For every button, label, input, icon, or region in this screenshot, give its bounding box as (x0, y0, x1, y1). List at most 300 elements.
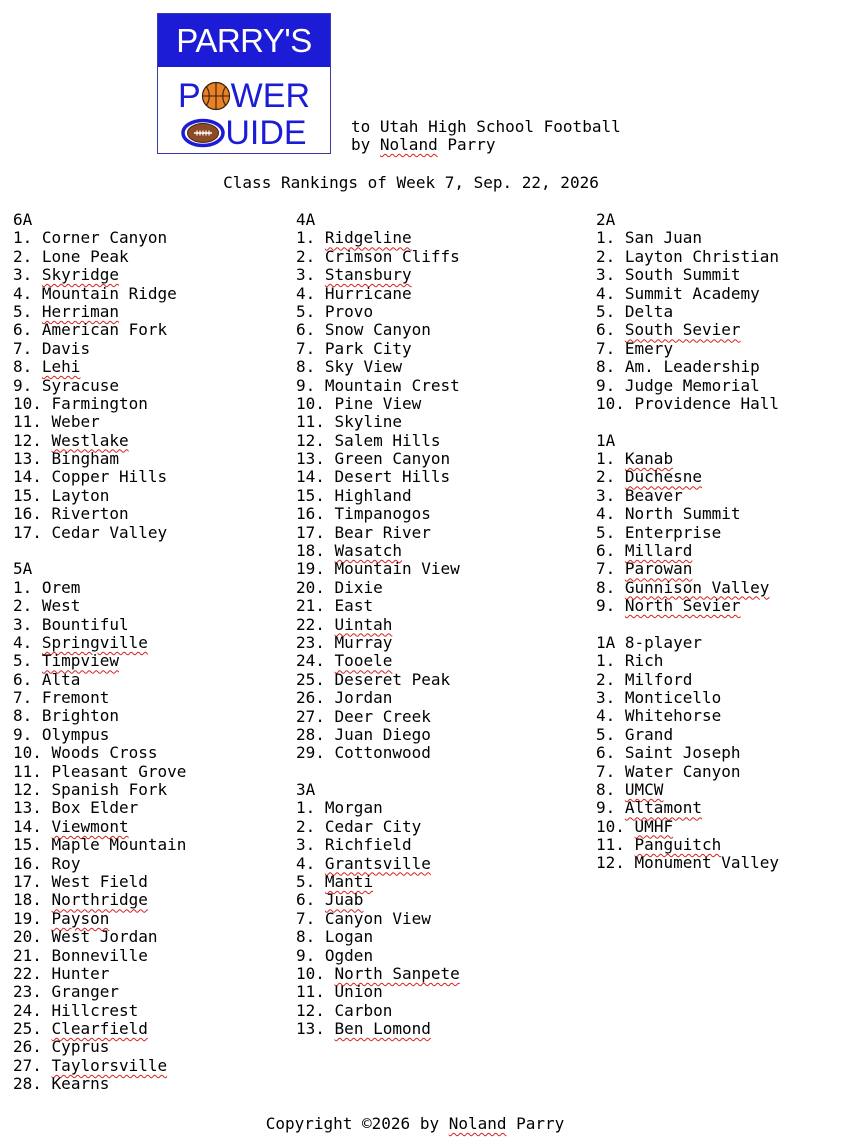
team-name: Dixie (334, 577, 383, 597)
rank-number: 16. (13, 853, 42, 873)
class-group (596, 634, 779, 873)
rank-number: 13. (13, 449, 42, 469)
rank-number: 16. (13, 504, 42, 524)
ranking-row (596, 248, 779, 266)
team-name: Weber (51, 412, 100, 432)
team-name: Grand (624, 724, 674, 744)
ranking-row (296, 873, 460, 891)
team-name: Crimson Cliffs (324, 246, 460, 266)
rank-number: 18. (13, 890, 42, 910)
rank-number: 14. (296, 467, 325, 487)
class-label: 4A (296, 210, 316, 229)
team-name: Maple Mountain (51, 835, 187, 855)
rank-number: 7. (296, 908, 316, 928)
rank-number: 7. (296, 338, 316, 358)
rank-number: 1. (596, 651, 616, 671)
rank-number: 3. (13, 265, 33, 285)
team-name: Mountain Ridge (41, 283, 177, 303)
ranking-row (13, 1002, 186, 1020)
ranking-row (596, 818, 779, 836)
team-name: Millard (624, 540, 693, 560)
team-name: Tooele (334, 651, 393, 671)
rank-number: 1. (596, 228, 616, 248)
class-group (296, 781, 460, 1038)
team-name: Deer Creek (334, 706, 431, 726)
ranking-row (296, 377, 460, 395)
ranking-row (13, 836, 186, 854)
ranking-row (13, 983, 186, 1001)
ranking-row (13, 947, 186, 965)
logo-guide-rest: UIDE (225, 114, 307, 152)
team-name: Ogden (324, 945, 374, 965)
ranking-row (596, 505, 779, 523)
copyright-footer (0, 1115, 830, 1133)
team-name: North Summit (624, 504, 741, 524)
rank-number: 27. (296, 706, 325, 726)
team-name: West Jordan (51, 927, 158, 947)
rank-number: 28. (296, 724, 325, 744)
ranking-row (13, 726, 186, 744)
class-group (13, 560, 186, 1093)
rank-number: 5. (596, 301, 616, 321)
team-name: Bountiful (41, 614, 129, 634)
ranking-row (596, 303, 779, 321)
rank-number: 25. (296, 669, 325, 689)
ranking-row (296, 652, 460, 670)
team-name: Brighton (41, 706, 119, 726)
ranking-row (13, 799, 186, 817)
ranking-row (596, 340, 779, 358)
team-name: Spanish Fork (51, 780, 168, 800)
ranking-row (296, 450, 460, 468)
team-name: Ridgeline (324, 228, 412, 248)
ranking-row (596, 487, 779, 505)
class-label: 1A 8-player (596, 632, 702, 652)
rank-number: 5. (296, 871, 316, 891)
team-name: Rich (624, 651, 664, 671)
rank-number: 4. (596, 504, 616, 524)
team-name: Providence Hall (634, 393, 780, 413)
ranking-row (13, 579, 186, 597)
rankings-column-1 (13, 211, 186, 1112)
ranking-row (13, 377, 186, 395)
ranking-row (296, 560, 460, 578)
rank-number: 3. (296, 835, 316, 855)
copyright-author-last: Parry (506, 1114, 565, 1133)
copyright-prefix: Copyright ©2026 by (265, 1114, 449, 1133)
rank-number: 15. (13, 835, 42, 855)
rank-number: 1. (13, 577, 33, 597)
ranking-row (13, 505, 186, 523)
rank-number: 10. (296, 393, 325, 413)
rank-number: 5. (596, 522, 616, 542)
rank-number: 4. (596, 283, 616, 303)
rank-number: 15. (13, 485, 42, 505)
team-name: Skyridge (41, 265, 119, 285)
rank-number: 8. (596, 357, 616, 377)
team-name: Springville (41, 632, 148, 652)
team-name: West (41, 596, 81, 616)
team-name: Payson (51, 908, 110, 928)
ranking-row (296, 432, 460, 450)
ranking-row (296, 303, 460, 321)
ranking-row (296, 744, 460, 762)
rank-number: 7. (596, 559, 616, 579)
ranking-row (596, 689, 779, 707)
ranking-row (13, 671, 186, 689)
team-name: West Field (51, 871, 148, 891)
rank-number: 10. (13, 743, 42, 763)
ranking-row (596, 358, 779, 376)
rank-number: 27. (13, 1055, 42, 1075)
ranking-row (296, 708, 460, 726)
rank-number: 9. (296, 375, 316, 395)
team-name: Woods Cross (51, 743, 158, 763)
ranking-row (13, 873, 186, 891)
ranking-row (596, 542, 779, 560)
team-name: Bingham (51, 449, 119, 469)
team-name: Union (334, 982, 383, 1002)
class-label: 1A (596, 430, 616, 450)
rank-number: 3. (13, 614, 33, 634)
ranking-row (296, 910, 460, 928)
ranking-row (596, 763, 779, 781)
rank-number: 9. (13, 375, 33, 395)
team-name: Manti (324, 871, 374, 891)
team-name: Taylorsville (51, 1055, 168, 1075)
ranking-row (296, 285, 460, 303)
ranking-row (596, 726, 779, 744)
ranking-row (296, 505, 460, 523)
rank-number: 18. (296, 541, 325, 561)
team-name: Syracuse (41, 375, 119, 395)
team-name: Juan Diego (334, 724, 431, 744)
rank-number: 12. (596, 853, 625, 873)
ranking-row (596, 781, 779, 799)
rank-number: 12. (13, 780, 42, 800)
ranking-row (296, 947, 460, 965)
logo-title: PARRY'S (158, 14, 330, 67)
team-name: Deseret Peak (334, 669, 451, 689)
ranking-row (13, 358, 186, 376)
rank-number: 22. (13, 963, 42, 983)
ranking-row (296, 836, 460, 854)
ranking-row (296, 524, 460, 542)
team-name: UMCW (624, 779, 664, 799)
ranking-row (296, 891, 460, 909)
ranking-row (596, 285, 779, 303)
rank-number: 6. (296, 320, 316, 340)
ranking-row (13, 597, 186, 615)
ranking-row (13, 1038, 186, 1056)
team-name: Gunnison Valley (624, 577, 770, 597)
team-name: Mountain View (334, 559, 460, 579)
team-name: Pine View (334, 393, 422, 413)
ranking-row (13, 524, 186, 542)
rank-number: 14. (13, 467, 42, 487)
rank-number: 3. (596, 265, 616, 285)
rank-number: 24. (296, 651, 325, 671)
ranking-row (13, 340, 186, 358)
ranking-row (13, 652, 186, 670)
ranking-row (13, 763, 186, 781)
rank-number: 4. (13, 283, 33, 303)
rank-number: 17. (296, 522, 325, 542)
team-name: Alta (41, 669, 81, 689)
basketball-icon (201, 81, 231, 111)
ranking-row (13, 468, 186, 486)
team-name: Parowan (624, 559, 693, 579)
copyright-author-first: Noland (448, 1114, 507, 1133)
team-name: Hillcrest (51, 1000, 139, 1020)
rank-number: 8. (13, 357, 33, 377)
ranking-row (13, 616, 186, 634)
ranking-row (13, 634, 186, 652)
team-name: Summit Academy (624, 283, 760, 303)
ranking-row (13, 781, 186, 799)
ranking-row (296, 542, 460, 560)
rank-number: 3. (596, 687, 616, 707)
team-name: Cyprus (51, 1037, 110, 1057)
rank-number: 5. (296, 301, 316, 321)
rank-number: 6. (13, 669, 33, 689)
team-name: Herriman (41, 301, 119, 321)
ranking-row (296, 395, 460, 413)
ranking-row (13, 707, 186, 725)
author-first-name: Noland (379, 135, 438, 154)
rank-number: 2. (596, 467, 616, 487)
rank-number: 6. (13, 320, 33, 340)
team-name: Hunter (51, 963, 110, 983)
rank-number: 9. (13, 724, 33, 744)
rankings-column-2 (296, 211, 460, 1057)
ranking-row (296, 468, 460, 486)
ranking-row (13, 818, 186, 836)
team-name: East (334, 596, 374, 616)
rank-number: 26. (296, 688, 325, 708)
rank-number: 1. (296, 228, 316, 248)
team-name: Jordan (334, 688, 393, 708)
ranking-row (596, 854, 779, 872)
rank-number: 10. (13, 393, 42, 413)
team-name: Provo (324, 301, 374, 321)
team-name: Kanab (624, 448, 674, 468)
team-name: Emery (624, 338, 674, 358)
rank-number: 5. (13, 301, 33, 321)
team-name: Monument Valley (634, 853, 780, 873)
ranking-row (13, 487, 186, 505)
team-name: Snow Canyon (324, 320, 431, 340)
team-name: Orem (41, 577, 81, 597)
rank-number: 5. (596, 724, 616, 744)
subtitle-by: by (351, 135, 380, 154)
team-name: Altamont (624, 798, 702, 818)
team-name: Cottonwood (334, 743, 431, 763)
team-name: Box Elder (51, 798, 139, 818)
team-name: North Sevier (624, 596, 741, 616)
rank-number: 2. (596, 669, 616, 689)
ranking-row (13, 910, 186, 928)
ranking-row (296, 983, 460, 1001)
rank-number: 2. (13, 596, 33, 616)
rank-number: 2. (296, 246, 316, 266)
rank-number: 29. (296, 743, 325, 763)
ranking-row (596, 597, 779, 615)
rank-number: 6. (596, 743, 616, 763)
team-name: Delta (624, 301, 674, 321)
team-name: UMHF (634, 816, 674, 836)
rank-number: 23. (13, 982, 42, 1002)
rank-number: 22. (296, 614, 325, 634)
class-label: 3A (296, 780, 316, 800)
rank-number: 14. (13, 816, 42, 836)
ranking-row (296, 928, 460, 946)
rank-number: 17. (13, 871, 42, 891)
team-name: Whitehorse (624, 706, 722, 726)
rank-number: 7. (596, 761, 616, 781)
ranking-row (296, 579, 460, 597)
team-name: Farmington (51, 393, 148, 413)
ranking-row (13, 266, 186, 284)
team-name: Layton Christian (624, 246, 780, 266)
rank-number: 13. (296, 449, 325, 469)
rank-number: 12. (13, 430, 42, 450)
ranking-row (296, 266, 460, 284)
ranking-row (296, 358, 460, 376)
rank-number: 4. (13, 632, 33, 652)
rank-number: 10. (296, 963, 325, 983)
ranking-row (296, 799, 460, 817)
ranking-row (596, 671, 779, 689)
ranking-row (296, 855, 460, 873)
team-name: Olympus (41, 724, 110, 744)
ranking-row (13, 413, 186, 431)
rank-number: 8. (596, 577, 616, 597)
ranking-row (596, 266, 779, 284)
class-group (596, 432, 779, 616)
rank-number: 8. (596, 779, 616, 799)
team-name: San Juan (624, 228, 702, 248)
rank-number: 12. (296, 1000, 325, 1020)
logo-power-rest: WER (230, 77, 310, 115)
ranking-row (296, 321, 460, 339)
ranking-row (13, 285, 186, 303)
ranking-row (13, 1020, 186, 1038)
rank-number: 8. (13, 706, 33, 726)
team-name: Am. Leadership (624, 357, 760, 377)
team-name: Uintah (334, 614, 393, 634)
rank-number: 6. (596, 320, 616, 340)
team-name: Panguitch (634, 835, 722, 855)
rank-number: 11. (296, 412, 325, 432)
author-last-name: Parry (437, 135, 496, 154)
team-name: Mountain Crest (324, 375, 460, 395)
ranking-row (596, 652, 779, 670)
team-name: Bear River (334, 522, 431, 542)
ranking-row (296, 413, 460, 431)
rank-number: 21. (296, 596, 325, 616)
team-name: Wasatch (334, 541, 402, 561)
team-name: Desert Hills (334, 467, 451, 487)
subtitle-line-2 (351, 136, 621, 154)
team-name: Grantsville (324, 853, 431, 873)
ranking-row (13, 744, 186, 762)
rank-number: 23. (296, 632, 325, 652)
team-name: Copper Hills (51, 467, 168, 487)
team-name: Milford (624, 669, 693, 689)
week-title: Class Rankings of Week 7, Sep. 22, 2026 (223, 173, 599, 192)
ranking-row (596, 395, 779, 413)
ranking-row (296, 634, 460, 652)
team-name: Cedar City (324, 816, 422, 836)
team-name: Cedar Valley (51, 522, 168, 542)
rank-number: 9. (596, 596, 616, 616)
rank-number: 3. (296, 265, 316, 285)
ranking-row (596, 744, 779, 762)
rank-number: 20. (13, 927, 42, 947)
rank-number: 7. (596, 338, 616, 358)
ranking-row (13, 432, 186, 450)
ranking-row (13, 248, 186, 266)
team-name: Lehi (41, 357, 81, 377)
rank-number: 19. (13, 908, 42, 928)
team-name: South Sevier (624, 320, 741, 340)
rank-number: 9. (596, 798, 616, 818)
ranking-row (296, 340, 460, 358)
ranking-row (596, 560, 779, 578)
rank-number: 20. (296, 577, 325, 597)
team-name: Canyon View (324, 908, 431, 928)
ranking-row (596, 321, 779, 339)
team-name: Corner Canyon (41, 228, 168, 248)
ranking-row (596, 799, 779, 817)
ranking-row (296, 229, 460, 247)
rank-number: 11. (596, 835, 625, 855)
rank-number: 1. (13, 228, 33, 248)
team-name: Park City (324, 338, 412, 358)
team-name: Granger (51, 982, 119, 1002)
ranking-row (296, 965, 460, 983)
rank-number: 4. (296, 283, 316, 303)
team-name: Salem Hills (334, 430, 441, 450)
rank-number: 8. (296, 927, 316, 947)
ranking-row (296, 1020, 460, 1038)
rank-number: 10. (596, 393, 625, 413)
team-name: Hurricane (324, 283, 412, 303)
logo-power-p: P (177, 77, 201, 115)
team-name: Sky View (324, 357, 402, 377)
ranking-row (296, 487, 460, 505)
football-icon (181, 118, 225, 148)
rank-number: 5. (13, 651, 33, 671)
ranking-row (296, 616, 460, 634)
team-name: Murray (334, 632, 393, 652)
class-label: 2A (596, 210, 616, 229)
subtitle (351, 118, 621, 154)
rank-number: 2. (13, 246, 33, 266)
ranking-row (296, 689, 460, 707)
rank-number: 10. (596, 816, 625, 836)
team-name: Clearfield (51, 1019, 148, 1039)
team-name: Westlake (51, 430, 129, 450)
team-name: Saint Joseph (624, 743, 741, 763)
team-name: South Summit (624, 265, 741, 285)
rank-number: 15. (296, 485, 325, 505)
ranking-row (13, 450, 186, 468)
subtitle-line-1: to Utah High School Football (351, 117, 621, 136)
ranking-row (596, 468, 779, 486)
rankings-column-3 (596, 211, 779, 891)
